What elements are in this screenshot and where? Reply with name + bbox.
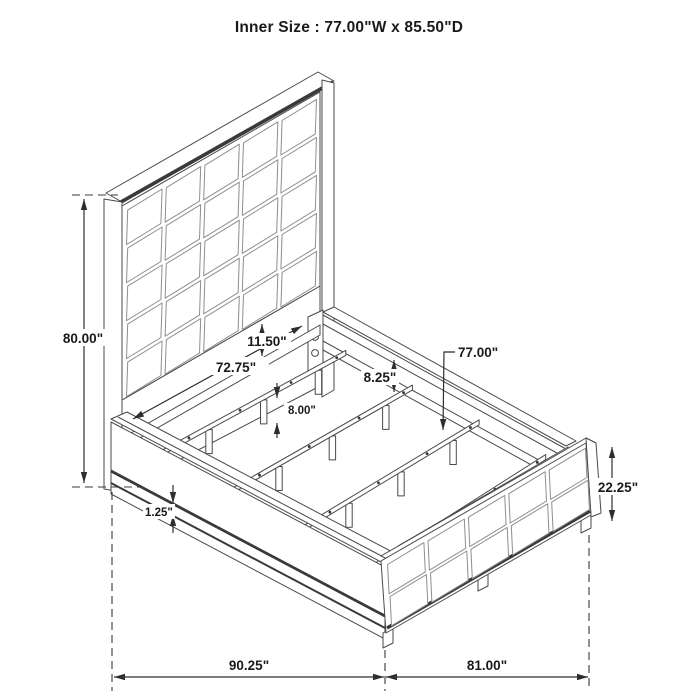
dim-label-bed-height: 80.00" <box>62 331 104 346</box>
dim-label-rail-height: 8.25" <box>363 370 397 385</box>
dim-label-panel-gap: 11.50" <box>247 334 287 349</box>
dim-label-slat-length: 77.00" <box>458 345 499 360</box>
support-leg <box>450 441 456 465</box>
support-leg <box>398 472 404 496</box>
dim-overall-depth <box>114 658 384 677</box>
screw-dot <box>426 452 429 455</box>
far-rail-top <box>323 307 576 446</box>
screw-dot <box>377 482 380 485</box>
dim-overall-width <box>386 658 588 677</box>
screw-dot <box>358 417 361 420</box>
far-rail-flange-line <box>323 341 566 475</box>
screw-dot <box>536 461 539 464</box>
support-leg <box>329 436 335 460</box>
screw-dot <box>469 426 472 429</box>
dim-label-headboard-panel-width: 72.75" <box>215 360 257 375</box>
dim-label-footboard-height: 22.25" <box>597 480 639 495</box>
screw-dot <box>188 437 191 440</box>
screw-dot <box>258 474 261 477</box>
footboard <box>381 438 601 648</box>
screw-dot <box>335 356 338 359</box>
dim-label-overall-depth: 90.25" <box>228 658 270 673</box>
far-side-rail <box>308 307 576 484</box>
screw-dot <box>402 391 405 394</box>
near-rail-trim-band-upper <box>111 471 385 616</box>
screw-dot <box>308 445 311 448</box>
support-leg <box>206 430 212 454</box>
support-leg <box>276 467 282 491</box>
diagram-title: Inner Size : 77.00"W x 85.50"D <box>234 19 464 36</box>
dim-footboard-height <box>595 447 641 521</box>
near-side-rail <box>111 412 400 639</box>
far-rail-face <box>323 315 566 484</box>
dim-label-leg-height: 8.00" <box>288 405 316 417</box>
screw-dot <box>239 409 242 412</box>
screw-dot <box>290 381 293 384</box>
support-leg <box>261 400 267 424</box>
support-leg <box>315 370 321 394</box>
dim-label-overall-width: 81.00" <box>466 658 508 673</box>
far-rail-flange-line <box>323 324 566 458</box>
screw-dot <box>329 511 332 514</box>
dim-label-rail-trim: 1.25" <box>145 507 173 519</box>
support-leg <box>383 405 389 429</box>
support-leg <box>346 503 352 527</box>
